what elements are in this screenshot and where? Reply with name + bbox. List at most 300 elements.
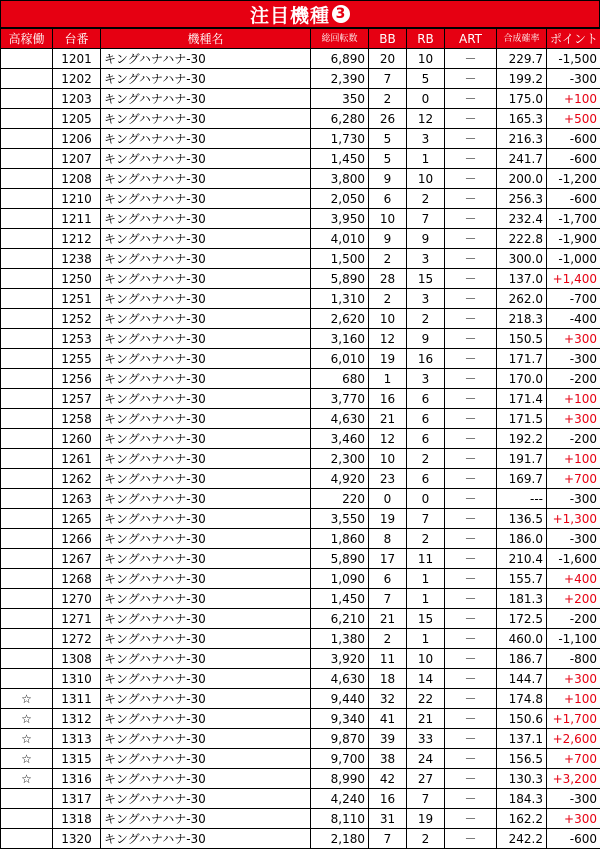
cell-unit: 1262 xyxy=(53,469,101,489)
cell-rb: 1 xyxy=(407,629,445,649)
cell-bb: 8 xyxy=(369,529,407,549)
cell-point: -1,900 xyxy=(547,229,600,249)
cell-star: ☆ xyxy=(1,729,53,749)
cell-bb: 20 xyxy=(369,49,407,69)
cell-bb: 31 xyxy=(369,809,407,829)
cell-unit: 1310 xyxy=(53,669,101,689)
cell-bb: 2 xyxy=(369,629,407,649)
cell-unit: 1202 xyxy=(53,69,101,89)
cell-rb: 27 xyxy=(407,769,445,789)
cell-rb: 2 xyxy=(407,829,445,849)
cell-rb: 7 xyxy=(407,209,445,229)
cell-point: +1,700 xyxy=(547,709,600,729)
cell-games: 2,390 xyxy=(311,69,369,89)
cell-games: 4,630 xyxy=(311,409,369,429)
cell-art: － xyxy=(445,69,497,89)
table-row xyxy=(1,709,600,729)
cell-star xyxy=(1,589,53,609)
header-art: ART xyxy=(445,29,497,49)
cell-machine: キングハナハナ-30 xyxy=(101,729,311,749)
cell-art: － xyxy=(445,129,497,149)
cell-art: － xyxy=(445,709,497,729)
cell-bb: 7 xyxy=(369,69,407,89)
cell-star xyxy=(1,349,53,369)
cell-star xyxy=(1,409,53,429)
cell-bb: 0 xyxy=(369,489,407,509)
cell-point: +700 xyxy=(547,469,600,489)
cell-star xyxy=(1,229,53,249)
cell-rb: 2 xyxy=(407,189,445,209)
cell-machine: キングハナハナ-30 xyxy=(101,529,311,549)
cell-point: -1,000 xyxy=(547,249,600,269)
cell-games: 6,280 xyxy=(311,109,369,129)
cell-point: +2,600 xyxy=(547,729,600,749)
cell-unit: 1211 xyxy=(53,209,101,229)
cell-unit: 1251 xyxy=(53,289,101,309)
header-bb: BB xyxy=(369,29,407,49)
cell-art: － xyxy=(445,809,497,829)
cell-bb: 7 xyxy=(369,829,407,849)
cell-machine: キングハナハナ-30 xyxy=(101,269,311,289)
cell-bb: 2 xyxy=(369,89,407,109)
cell-games: 1,730 xyxy=(311,129,369,149)
cell-unit: 1308 xyxy=(53,649,101,669)
cell-prob: 200.0 xyxy=(497,169,547,189)
cell-star xyxy=(1,189,53,209)
cell-bb: 28 xyxy=(369,269,407,289)
cell-games: 1,500 xyxy=(311,249,369,269)
cell-art: － xyxy=(445,829,497,849)
cell-rb: 1 xyxy=(407,569,445,589)
cell-rb: 7 xyxy=(407,509,445,529)
cell-games: 5,890 xyxy=(311,269,369,289)
header-star: 高稼働 xyxy=(1,29,53,49)
cell-games: 220 xyxy=(311,489,369,509)
cell-unit: 1268 xyxy=(53,569,101,589)
table-row xyxy=(1,169,600,189)
cell-art: － xyxy=(445,729,497,749)
table-row xyxy=(1,409,600,429)
cell-rb: 3 xyxy=(407,129,445,149)
cell-machine: キングハナハナ-30 xyxy=(101,609,311,629)
cell-machine: キングハナハナ-30 xyxy=(101,709,311,729)
cell-point: -200 xyxy=(547,609,600,629)
cell-unit: 1250 xyxy=(53,269,101,289)
cell-prob: 171.4 xyxy=(497,389,547,409)
table-row xyxy=(1,189,600,209)
cell-point: -600 xyxy=(547,829,600,849)
cell-unit: 1255 xyxy=(53,349,101,369)
cell-prob: 162.2 xyxy=(497,809,547,829)
cell-bb: 7 xyxy=(369,589,407,609)
table-row xyxy=(1,149,600,169)
cell-bb: 2 xyxy=(369,289,407,309)
cell-prob: 155.7 xyxy=(497,569,547,589)
cell-point: -1,600 xyxy=(547,549,600,569)
cell-prob: 218.3 xyxy=(497,309,547,329)
table-row xyxy=(1,509,600,529)
table-row xyxy=(1,209,600,229)
title-bar xyxy=(0,0,600,28)
cell-prob: 171.5 xyxy=(497,409,547,429)
cell-prob: 300.0 xyxy=(497,249,547,269)
cell-rb: 9 xyxy=(407,329,445,349)
cell-unit: 1316 xyxy=(53,769,101,789)
cell-unit: 1257 xyxy=(53,389,101,409)
cell-prob: 241.7 xyxy=(497,149,547,169)
cell-machine: キングハナハナ-30 xyxy=(101,129,311,149)
cell-prob: 256.3 xyxy=(497,189,547,209)
cell-machine: キングハナハナ-30 xyxy=(101,449,311,469)
cell-rb: 10 xyxy=(407,49,445,69)
cell-point: -600 xyxy=(547,149,600,169)
table-row xyxy=(1,269,600,289)
cell-prob: 191.7 xyxy=(497,449,547,469)
cell-rb: 12 xyxy=(407,109,445,129)
table-row xyxy=(1,429,600,449)
cell-art: － xyxy=(445,609,497,629)
header-rb: RB xyxy=(407,29,445,49)
cell-games: 350 xyxy=(311,89,369,109)
cell-bb: 6 xyxy=(369,569,407,589)
cell-art: － xyxy=(445,109,497,129)
cell-unit: 1258 xyxy=(53,409,101,429)
cell-prob: 186.7 xyxy=(497,649,547,669)
cell-rb: 2 xyxy=(407,449,445,469)
cell-games: 8,990 xyxy=(311,769,369,789)
cell-machine: キングハナハナ-30 xyxy=(101,669,311,689)
cell-star xyxy=(1,89,53,109)
cell-star xyxy=(1,669,53,689)
cell-point: -300 xyxy=(547,69,600,89)
cell-games: 2,050 xyxy=(311,189,369,209)
cell-art: － xyxy=(445,249,497,269)
cell-star xyxy=(1,289,53,309)
cell-point: +400 xyxy=(547,569,600,589)
cell-prob: 170.0 xyxy=(497,369,547,389)
cell-prob: 169.7 xyxy=(497,469,547,489)
cell-star xyxy=(1,429,53,449)
cell-games: 3,550 xyxy=(311,509,369,529)
cell-bb: 19 xyxy=(369,509,407,529)
cell-point: +100 xyxy=(547,689,600,709)
cell-games: 3,160 xyxy=(311,329,369,349)
cell-star xyxy=(1,249,53,269)
cell-bb: 2 xyxy=(369,249,407,269)
cell-rb: 15 xyxy=(407,609,445,629)
cell-art: － xyxy=(445,769,497,789)
cell-art: － xyxy=(445,269,497,289)
cell-point: +500 xyxy=(547,109,600,129)
cell-prob: 171.7 xyxy=(497,349,547,369)
table-row xyxy=(1,729,600,749)
cell-star: ☆ xyxy=(1,709,53,729)
cell-prob: 150.6 xyxy=(497,709,547,729)
cell-point: -200 xyxy=(547,429,600,449)
table-body xyxy=(1,49,600,849)
cell-star xyxy=(1,529,53,549)
table-row xyxy=(1,249,600,269)
cell-games: 5,890 xyxy=(311,549,369,569)
cell-star xyxy=(1,129,53,149)
cell-games: 2,300 xyxy=(311,449,369,469)
cell-machine: キングハナハナ-30 xyxy=(101,829,311,849)
cell-art: － xyxy=(445,369,497,389)
cell-rb: 9 xyxy=(407,229,445,249)
cell-prob: 184.3 xyxy=(497,789,547,809)
cell-games: 9,700 xyxy=(311,749,369,769)
table-row xyxy=(1,649,600,669)
table-row xyxy=(1,449,600,469)
cell-star xyxy=(1,609,53,629)
cell-bb: 12 xyxy=(369,329,407,349)
cell-rb: 2 xyxy=(407,529,445,549)
cell-star xyxy=(1,509,53,529)
cell-prob: 222.8 xyxy=(497,229,547,249)
cell-games: 9,340 xyxy=(311,709,369,729)
cell-bb: 42 xyxy=(369,769,407,789)
cell-point: +100 xyxy=(547,389,600,409)
cell-games: 1,450 xyxy=(311,149,369,169)
cell-machine: キングハナハナ-30 xyxy=(101,49,311,69)
cell-rb: 7 xyxy=(407,789,445,809)
cell-rb: 3 xyxy=(407,249,445,269)
cell-star: ☆ xyxy=(1,769,53,789)
cell-bb: 32 xyxy=(369,689,407,709)
cell-rb: 33 xyxy=(407,729,445,749)
cell-games: 2,620 xyxy=(311,309,369,329)
cell-machine: キングハナハナ-30 xyxy=(101,389,311,409)
table-row xyxy=(1,129,600,149)
table-header-row xyxy=(1,29,600,49)
cell-bb: 16 xyxy=(369,389,407,409)
cell-prob: 199.2 xyxy=(497,69,547,89)
cell-unit: 1261 xyxy=(53,449,101,469)
cell-art: － xyxy=(445,209,497,229)
cell-machine: キングハナハナ-30 xyxy=(101,649,311,669)
cell-machine: キングハナハナ-30 xyxy=(101,589,311,609)
cell-prob: 172.5 xyxy=(497,609,547,629)
header-machine: 機種名 xyxy=(101,29,311,49)
cell-art: － xyxy=(445,189,497,209)
cell-bb: 12 xyxy=(369,429,407,449)
table-row xyxy=(1,489,600,509)
cell-machine: キングハナハナ-30 xyxy=(101,149,311,169)
cell-art: － xyxy=(445,649,497,669)
cell-rb: 16 xyxy=(407,349,445,369)
cell-prob: 460.0 xyxy=(497,629,547,649)
cell-star xyxy=(1,169,53,189)
cell-star xyxy=(1,269,53,289)
cell-games: 1,450 xyxy=(311,589,369,609)
table-row xyxy=(1,549,600,569)
cell-art: － xyxy=(445,629,497,649)
cell-star xyxy=(1,549,53,569)
table-row xyxy=(1,529,600,549)
cell-prob: 232.4 xyxy=(497,209,547,229)
cell-machine: キングハナハナ-30 xyxy=(101,549,311,569)
cell-machine: キングハナハナ-30 xyxy=(101,229,311,249)
header-unit: 台番 xyxy=(53,29,101,49)
table-row xyxy=(1,329,600,349)
cell-unit: 1238 xyxy=(53,249,101,269)
cell-machine: キングハナハナ-30 xyxy=(101,409,311,429)
cell-rb: 5 xyxy=(407,69,445,89)
table-row xyxy=(1,569,600,589)
table-row xyxy=(1,289,600,309)
header-point: ポイント xyxy=(547,29,600,49)
cell-unit: 1203 xyxy=(53,89,101,109)
cell-prob: 137.1 xyxy=(497,729,547,749)
cell-bb: 5 xyxy=(369,149,407,169)
cell-bb: 39 xyxy=(369,729,407,749)
table-row xyxy=(1,469,600,489)
cell-bb: 21 xyxy=(369,409,407,429)
cell-unit: 1212 xyxy=(53,229,101,249)
table-row xyxy=(1,809,600,829)
cell-art: － xyxy=(445,549,497,569)
cell-rb: 24 xyxy=(407,749,445,769)
cell-bb: 10 xyxy=(369,449,407,469)
cell-bb: 1 xyxy=(369,369,407,389)
page-title: 注目機種 xyxy=(250,1,330,28)
cell-games: 1,380 xyxy=(311,629,369,649)
cell-machine: キングハナハナ-30 xyxy=(101,369,311,389)
cell-star: ☆ xyxy=(1,749,53,769)
cell-bb: 19 xyxy=(369,349,407,369)
cell-prob: 192.2 xyxy=(497,429,547,449)
cell-star xyxy=(1,649,53,669)
cell-rb: 1 xyxy=(407,589,445,609)
cell-bb: 23 xyxy=(369,469,407,489)
cell-unit: 1206 xyxy=(53,129,101,149)
cell-point: +1,300 xyxy=(547,509,600,529)
cell-rb: 3 xyxy=(407,289,445,309)
cell-prob: 144.7 xyxy=(497,669,547,689)
cell-bb: 21 xyxy=(369,609,407,629)
table-row xyxy=(1,769,600,789)
cell-games: 3,950 xyxy=(311,209,369,229)
cell-star xyxy=(1,329,53,349)
cell-unit: 1311 xyxy=(53,689,101,709)
table-row xyxy=(1,749,600,769)
cell-machine: キングハナハナ-30 xyxy=(101,289,311,309)
cell-machine: キングハナハナ-30 xyxy=(101,689,311,709)
cell-games: 4,920 xyxy=(311,469,369,489)
cell-rb: 22 xyxy=(407,689,445,709)
cell-unit: 1256 xyxy=(53,369,101,389)
cell-rb: 6 xyxy=(407,429,445,449)
cell-star xyxy=(1,789,53,809)
cell-unit: 1267 xyxy=(53,549,101,569)
cell-machine: キングハナハナ-30 xyxy=(101,789,311,809)
cell-prob: 136.5 xyxy=(497,509,547,529)
cell-bb: 11 xyxy=(369,649,407,669)
cell-point: -1,500 xyxy=(547,49,600,69)
cell-games: 6,210 xyxy=(311,609,369,629)
cell-prob: 137.0 xyxy=(497,269,547,289)
cell-art: － xyxy=(445,689,497,709)
cell-games: 2,180 xyxy=(311,829,369,849)
cell-rb: 10 xyxy=(407,649,445,669)
cell-unit: 1265 xyxy=(53,509,101,529)
cell-point: +1,400 xyxy=(547,269,600,289)
cell-rb: 15 xyxy=(407,269,445,289)
cell-bb: 18 xyxy=(369,669,407,689)
cell-rb: 6 xyxy=(407,469,445,489)
cell-prob: 175.0 xyxy=(497,89,547,109)
table-row xyxy=(1,689,600,709)
cell-rb: 3 xyxy=(407,369,445,389)
cell-point: +100 xyxy=(547,449,600,469)
cell-art: － xyxy=(445,789,497,809)
cell-art: － xyxy=(445,589,497,609)
table-row xyxy=(1,69,600,89)
cell-art: － xyxy=(445,449,497,469)
cell-prob: 229.7 xyxy=(497,49,547,69)
cell-art: － xyxy=(445,389,497,409)
cell-unit: 1207 xyxy=(53,149,101,169)
cell-star xyxy=(1,809,53,829)
cell-point: -300 xyxy=(547,489,600,509)
cell-bb: 17 xyxy=(369,549,407,569)
cell-point: -1,100 xyxy=(547,629,600,649)
cell-art: － xyxy=(445,289,497,309)
table-row xyxy=(1,89,600,109)
cell-games: 4,240 xyxy=(311,789,369,809)
cell-prob: 174.8 xyxy=(497,689,547,709)
cell-unit: 1272 xyxy=(53,629,101,649)
cell-prob: 210.4 xyxy=(497,549,547,569)
cell-art: － xyxy=(445,49,497,69)
cell-games: 9,440 xyxy=(311,689,369,709)
cell-point: -600 xyxy=(547,189,600,209)
cell-machine: キングハナハナ-30 xyxy=(101,209,311,229)
cell-machine: キングハナハナ-30 xyxy=(101,329,311,349)
cell-bb: 10 xyxy=(369,209,407,229)
cell-rb: 6 xyxy=(407,409,445,429)
cell-machine: キングハナハナ-30 xyxy=(101,749,311,769)
cell-prob: --- xyxy=(497,489,547,509)
cell-point: -800 xyxy=(547,649,600,669)
cell-point: +700 xyxy=(547,749,600,769)
cell-art: － xyxy=(445,489,497,509)
cell-rb: 14 xyxy=(407,669,445,689)
cell-prob: 150.5 xyxy=(497,329,547,349)
cell-art: － xyxy=(445,149,497,169)
cell-unit: 1263 xyxy=(53,489,101,509)
cell-unit: 1252 xyxy=(53,309,101,329)
cell-art: － xyxy=(445,329,497,349)
cell-point: +100 xyxy=(547,89,600,109)
cell-bb: 16 xyxy=(369,789,407,809)
cell-machine: キングハナハナ-30 xyxy=(101,429,311,449)
cell-games: 1,860 xyxy=(311,529,369,549)
cell-unit: 1315 xyxy=(53,749,101,769)
cell-point: -300 xyxy=(547,529,600,549)
cell-unit: 1210 xyxy=(53,189,101,209)
cell-point: -300 xyxy=(547,789,600,809)
cell-unit: 1318 xyxy=(53,809,101,829)
cell-star xyxy=(1,69,53,89)
table-row xyxy=(1,589,600,609)
cell-machine: キングハナハナ-30 xyxy=(101,189,311,209)
cell-prob: 186.0 xyxy=(497,529,547,549)
cell-games: 6,890 xyxy=(311,49,369,69)
cell-point: -200 xyxy=(547,369,600,389)
cell-point: -600 xyxy=(547,129,600,149)
cell-games: 680 xyxy=(311,369,369,389)
